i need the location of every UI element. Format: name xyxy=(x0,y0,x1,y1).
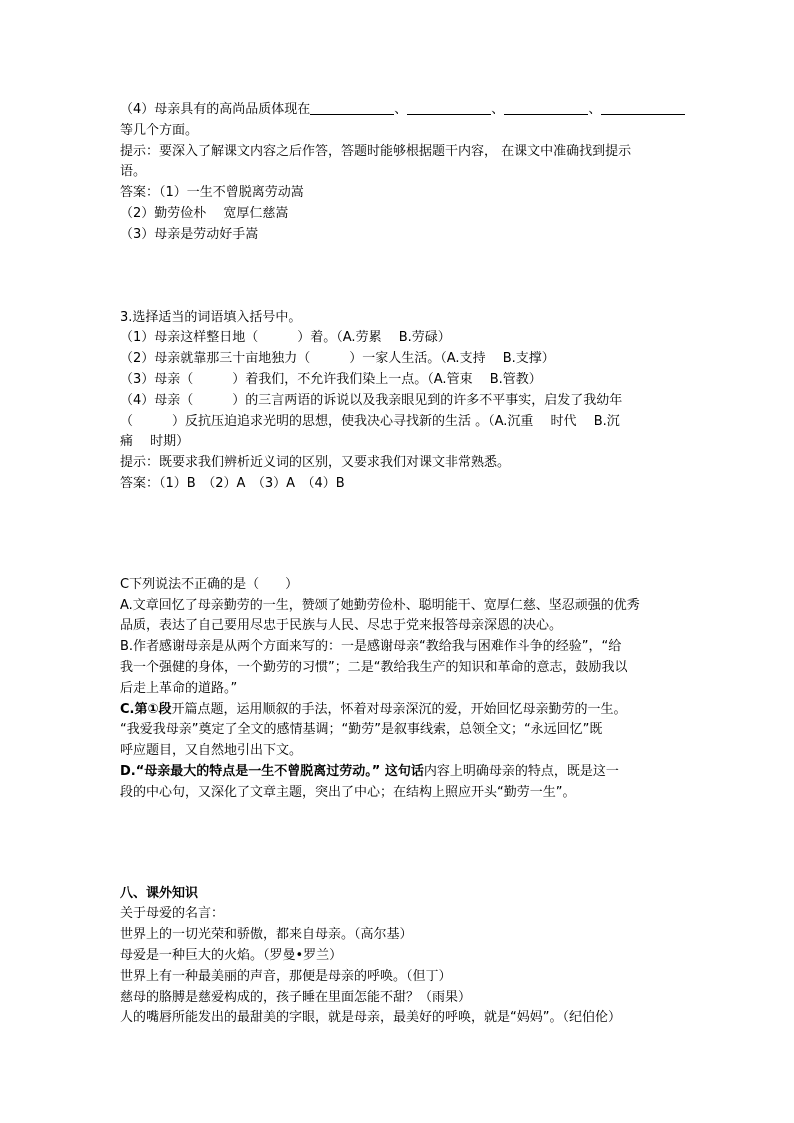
option-d-cont: 段的中心句，又深化了文章主题，突出了中心；在结构上照应开头“勤劳一生”。 xyxy=(120,784,576,800)
option-a: A.文章回忆了母亲勤劳的一生，赞颂了她勤劳俭朴、聪明能干、宽厚仁慈、坚忍顽强的优秀 xyxy=(120,597,640,613)
option-c: C.第①段开篇点题，运用顺叙的手法，怀着对母亲深沉的爱，开始回忆母亲勤劳的一生。 xyxy=(120,701,627,717)
q4-hint: 提示：要深入了解课文内容之后作答，答题时能够根据题干内容， 在课文中准确找到提示 xyxy=(120,143,632,159)
section-3-item-2: （2）母亲就靠那三十亩地独力（ ）一家人生活。（A.支持 B.支撑） xyxy=(120,351,555,367)
quote-2: 母爱是一种巨大的火焰。（罗曼•罗兰） xyxy=(120,947,343,963)
section-3-item-4: （4）母亲（ ）的三言两语的诉说以及我亲眼见到的许多不平事实，启发了我幼年 xyxy=(120,392,623,408)
answer-blank[interactable] xyxy=(601,100,685,115)
q4-hint-cont: 语。 xyxy=(120,164,147,180)
q4-question-tail: 等几个方面。 xyxy=(120,122,199,138)
section-3-item-3: （3）母亲（ ）着我们，不允许我们染上一点。（A.管束 B.管教） xyxy=(120,371,542,387)
section-c-title: C下列说法不正确的是（ ） xyxy=(120,576,299,592)
q4-question: （4）母亲具有的高尚品质体现在 、 、 、 xyxy=(120,100,680,121)
option-b: B.作者感谢母亲是从两个方面来写的：一是感谢母亲“教给我与困难作斗争的经验”，“给 xyxy=(120,639,622,655)
section-8-title: 八、课外知识 xyxy=(120,885,199,901)
option-a-cont: 品质，表达了自己要用尽忠于民族与人民、尽忠于党来报答母亲深恩的决心。 xyxy=(120,618,563,634)
section-3-hint: 提示：既要求我们辨析近义词的区别，又要求我们对课文非常熟悉。 xyxy=(120,455,511,471)
answer-blank[interactable] xyxy=(504,100,588,115)
q4-answer-2: （2）勤劳俭朴 宽厚仁慈嵩 xyxy=(120,205,289,221)
option-c-cont: “我爱我母亲”奠定了全文的感情基调；“勤劳”是叙事线索，总领全文；“永远回忆”既 xyxy=(120,722,603,738)
section-8-subtitle: 关于母爱的名言： xyxy=(120,906,225,922)
option-b-cont2: 后走上革命的道路。” xyxy=(120,680,238,696)
quote-4: 慈母的胳膊是慈爱构成的，孩子睡在里面怎能不甜？（雨果） xyxy=(120,989,472,1005)
document-content xyxy=(120,100,680,1029)
option-d: D.“母亲最大的特点是一生不曾脱离过劳动。” 这句话内容上明确母亲的特点，既是这一 xyxy=(120,763,619,779)
section-3-title: 3.选择适当的词语填入括号中。 xyxy=(120,309,302,325)
option-c-cont2: 呼应题目，又自然地引出下文。 xyxy=(120,743,303,759)
answer-blank[interactable] xyxy=(407,100,491,115)
option-b-cont: 我一个强健的身体，一个勤劳的习惯”；二是“教给我生产的知识和革命的意志，鼓励我以 xyxy=(120,659,628,675)
section-3-item-4-cont2: 痛 时期） xyxy=(120,434,190,450)
quote-3: 世界上有一种最美丽的声音，那便是母亲的呼唤。（但丁） xyxy=(120,968,452,984)
section-3-item-4-cont: （ ）反抗压迫追求光明的思想，使我决心寻找新的生活 。（A.沉重 时代 B.沉 xyxy=(120,413,620,429)
section-3-answer: 答案：（1）B （2）A （3）A （4）B xyxy=(120,475,345,491)
answer-blank[interactable] xyxy=(310,100,394,115)
q4-answer-1: 答案：（1）一生不曾脱离劳动嵩 xyxy=(120,185,304,201)
q4-answer-3: （3）母亲是劳动好手嵩 xyxy=(120,226,259,242)
section-3-item-1: （1）母亲这样整日地（ ）着。（A.劳累 B.劳碌） xyxy=(120,330,451,346)
quote-1: 世界上的一切光荣和骄傲，都来自母亲。（高尔基） xyxy=(120,927,413,943)
quote-5: 人的嘴唇所能发出的最甜美的字眼，就是母亲，最美好的呼唤，就是“妈妈”。（纪伯伦） xyxy=(120,1010,621,1026)
